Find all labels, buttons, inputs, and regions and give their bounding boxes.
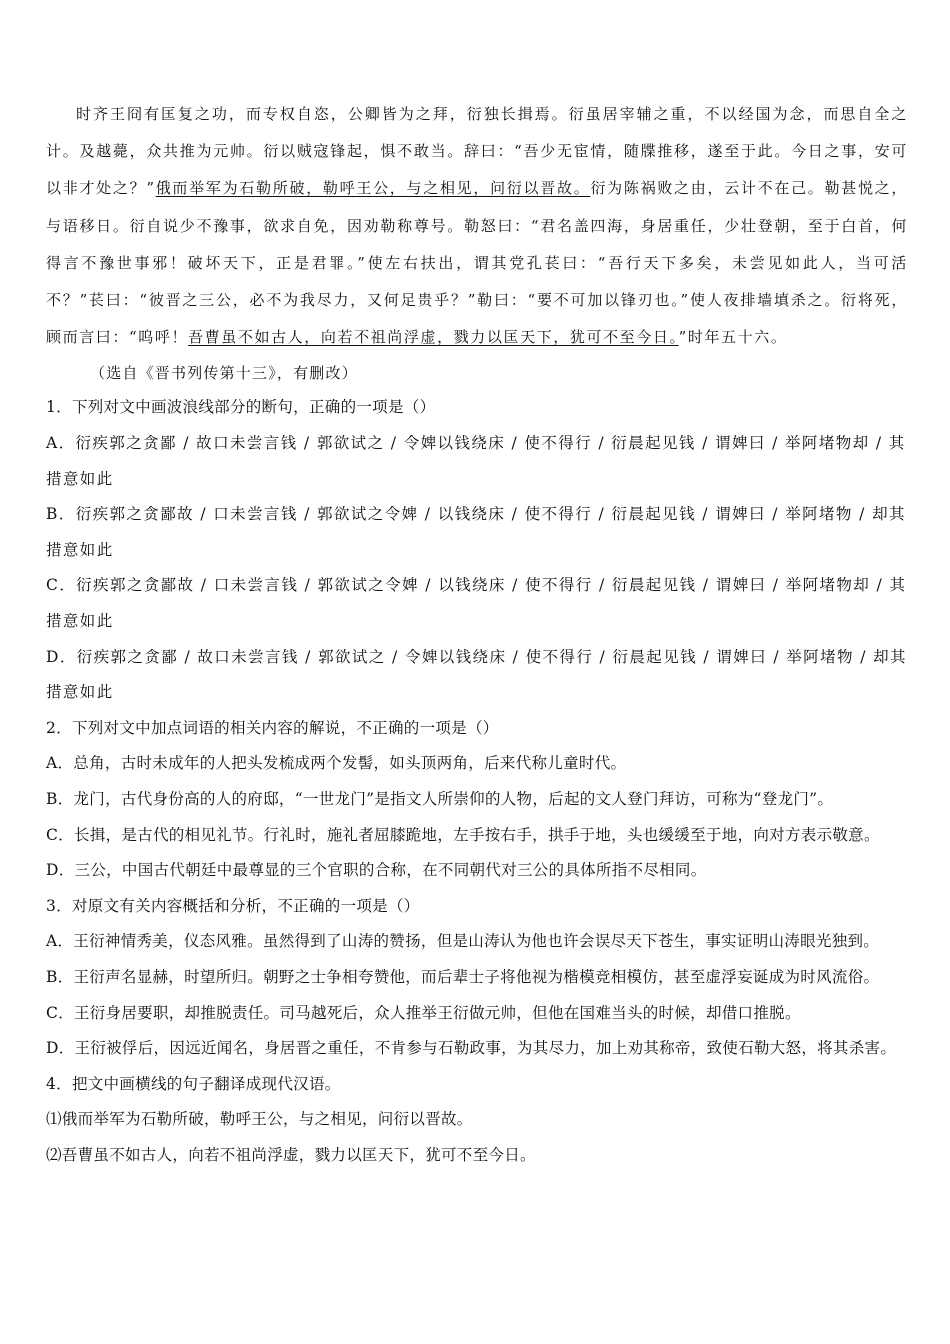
passage-text: ”时年五十六。 bbox=[678, 328, 788, 347]
question-stem: 4．把文中画横线的句子翻译成现代汉语。 bbox=[46, 1074, 341, 1093]
option-a: A．衍疾郭之贪鄙 / 故口未尝言钱 / 郭欲试之 / 令婢以钱绕床 / 使不得行 / 衍晨起见钱 / 谓婢曰 / 举阿堵物却 / 其措意如此 bbox=[46, 434, 906, 488]
passage-text: 时齐王冏有匡复之功，而专权自恣，公卿皆为之拜，衍独长揖焉。衍虽居宰辅之重，不以经国为念，而思自全之计。及越薨，众共推为元帅。衍以贼寇锋起，惧不敢当。辞曰：“吾少无宦情，随牒推移，遂至于此。今日之事，安可以非才处之？” bbox=[46, 105, 908, 198]
question-4 bbox=[46, 1067, 908, 1174]
translation-item-2: ⑵吾曹虽不如古人，向若不祖尚浮虚，戮力以匡天下，犹可不至今日。 bbox=[46, 1145, 536, 1164]
option-c: C．王衍身居要职，却推脱责任。司马越死后，众人推举王衍做元帅，但他在国难当头的时候，却借口推脱。 bbox=[46, 1003, 801, 1022]
classical-passage bbox=[46, 96, 908, 356]
question-2 bbox=[46, 711, 908, 889]
underlined-sentence-1: 俄而举军为石勒所破，勒呼王公，与之相见，问衍以晋故。 bbox=[155, 179, 591, 198]
option-b: B．衍疾郭之贪鄙故 / 口未尝言钱 / 郭欲试之令婢 / 以钱绕床 / 使不得行 / 衍晨起见钱 / 谓婢曰 / 举阿堵物 / 却其措意如此 bbox=[46, 505, 906, 559]
option-a: A．王衍神情秀美，仪态风雅。虽然得到了山涛的赞扬，但是山涛认为他也许会误尽天下苍生，事实证明山涛眼光独到。 bbox=[46, 932, 880, 951]
page-content bbox=[46, 96, 908, 1173]
question-stem: 2．下列对文中加点词语的相关内容的解说，不正确的一项是（） bbox=[46, 718, 499, 737]
option-d: D．衍疾郭之贪鄙 / 故口未尝言钱 / 郭欲试之 / 令婢以钱绕床 / 使不得行 / 衍晨起见钱 / 谓婢曰 / 举阿堵物 / 却其措意如此 bbox=[46, 647, 907, 702]
option-b: B．龙门，古代身份高的人的府邸，“一世龙门”是指文人所崇仰的人物，后起的文人登门拜访，可称为“登龙门”。 bbox=[46, 789, 834, 808]
option-c: C．长揖，是古代的相见礼节。行礼时，施礼者屈膝跪地，左手按右手，拱手于地，头也缓缓至于地，向对方表示敬意。 bbox=[46, 825, 880, 844]
option-b: B．王衍声名显赫，时望所归。朝野之士争相夸赞他，而后辈士子将他视为楷模竞相模仿，甚至虚浮妄诞成为时风流俗。 bbox=[46, 967, 880, 986]
question-3 bbox=[46, 889, 908, 1067]
question-stem: 3．对原文有关内容概括和分析，不正确的一项是（） bbox=[46, 896, 420, 915]
underlined-sentence-2: 吾曹虽不如古人，向若不祖尚浮虚，戮力以匡天下，犹可不至今日。 bbox=[188, 328, 679, 347]
passage-source: （选自《晋书列传第十三》，有删改） bbox=[90, 364, 358, 383]
passage-text: 衍为陈祸败之由，云计不在己。勒甚悦之，与语移日。衍自说少不豫事，欲求自免，因劝勒称尊号。勒怒曰：“君名盖四海，身居重任，少壮登朝，至于白首，何得言不豫世事邪！破坏天下，正是君罪。”使左右扶出，谓其党孔苌曰：“吾行天下多矣，未尝见如此人，当可活不？”苌曰：“彼晋之三公，必不为我尽力，又何足贵乎？”勒曰：“要不可加以锋刃也。”使人夜排墙填杀之。衍将死，顾而言曰：“呜呼！ bbox=[46, 179, 908, 347]
question-1 bbox=[46, 390, 908, 710]
option-d: D．三公，中国古代朝廷中最尊显的三个官职的合称，在不同朝代对三公的具体所指不尽相同。 bbox=[46, 861, 707, 880]
question-stem: 1．下列对文中画波浪线部分的断句，正确的一项是（） bbox=[46, 398, 436, 417]
option-d: D．王衍被俘后，因远近闻名，身居晋之重任，不肯参与石勒政事，为其尽力，加上劝其称帝，致使石勒大怒，将其杀害。 bbox=[46, 1039, 897, 1058]
option-c: C．衍疾郭之贪鄙故 / 口未尝言钱 / 郭欲试之令婢 / 以钱绕床 / 使不得行 / 衍晨起见钱 / 谓婢曰 / 举阿堵物却 / 其措意如此 bbox=[46, 576, 907, 630]
translation-item-1: ⑴俄而举军为石勒所破，勒呼王公，与之相见，问衍以晋故。 bbox=[46, 1110, 473, 1129]
option-a: A．总角，古时未成年的人把头发梳成两个发髻，如头顶两角，后来代称儿童时代。 bbox=[46, 754, 627, 773]
